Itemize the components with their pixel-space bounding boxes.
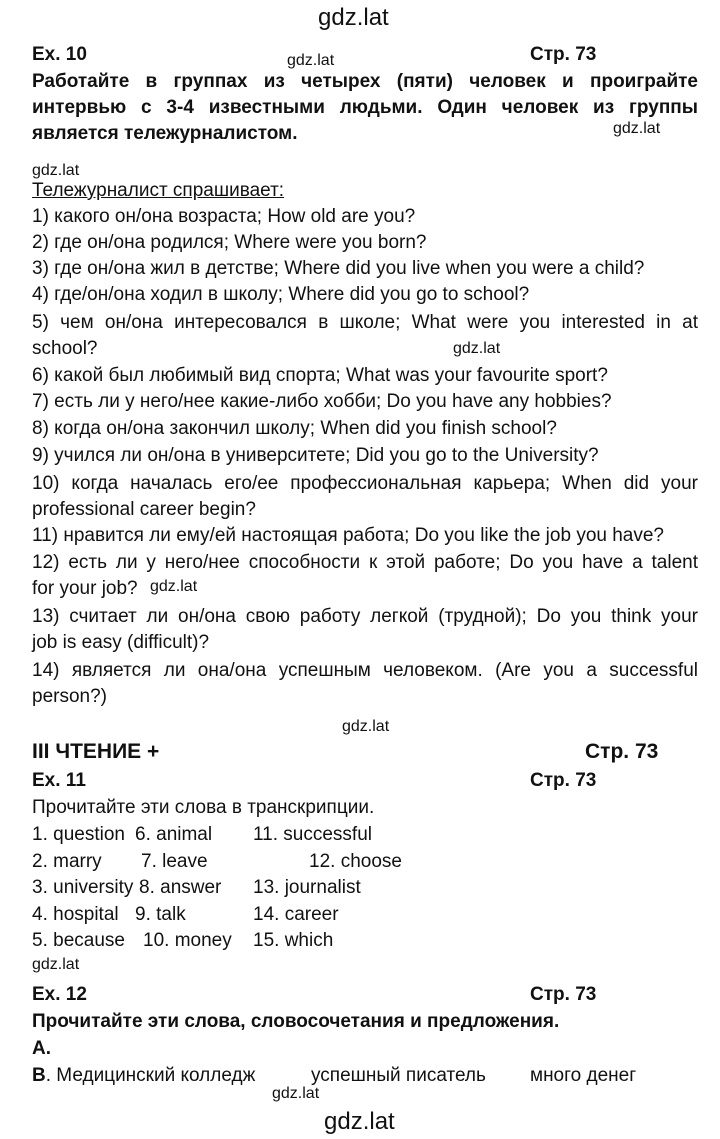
word-item: 2. marry xyxy=(32,850,102,872)
question-item: 3) где он/она жил в детстве; Where did you live when you were a child? xyxy=(32,258,645,279)
exercise-task: Прочитайте эти слова, словосочетания и предложения. xyxy=(32,1011,560,1032)
question-line: 12) есть ли у него/нее способности к этой работе; Do you have a talent xyxy=(32,552,698,573)
question-item: 4) где/он/она ходил в школу; Where did you go to school? xyxy=(32,284,530,305)
word-item: 7. leave xyxy=(141,850,208,872)
question-line: for your job? xyxy=(32,578,138,599)
word-item: 15. which xyxy=(253,930,334,951)
question-item: 1) какого он/она возраста; How old are you? xyxy=(32,206,416,227)
question-item xyxy=(32,471,698,523)
word-item: 14. career xyxy=(253,903,339,925)
watermark: gdz.lat xyxy=(150,578,198,595)
page-number: Стр. 73 xyxy=(530,770,597,791)
question-item: 6) какой был любимый вид спорта; What was your favourite sport? xyxy=(32,365,608,386)
question-item xyxy=(32,604,698,656)
word-item: 13. journalist xyxy=(253,877,361,898)
watermark-bottom: gdz.lat xyxy=(324,1108,395,1135)
part-a-label: А. xyxy=(32,1038,51,1059)
task-line: интервью с 3-4 известными людьми. Один человек из группы xyxy=(32,97,698,118)
word-item: 3. university xyxy=(32,877,134,898)
watermark-top: gdz.lat xyxy=(318,4,389,31)
watermark: gdz.lat xyxy=(453,340,501,357)
task-line: Работайте в группах из четырех (пяти) человек и проиграйте xyxy=(32,71,698,92)
watermark: gdz.lat xyxy=(32,956,80,973)
question-item: 9) учился ли он/она в университете; Did you go to the University? xyxy=(32,445,599,466)
questions-intro: Тележурналист спрашивает: xyxy=(32,180,285,201)
task-line: является тележурналистом. xyxy=(32,123,298,144)
question-line: school? xyxy=(32,338,98,359)
question-line: professional career begin? xyxy=(32,499,256,520)
exercise-task xyxy=(32,69,698,147)
word-item: 5. because xyxy=(32,930,125,951)
watermark: gdz.lat xyxy=(287,52,335,69)
section-title: III ЧТЕНИЕ + xyxy=(32,740,160,763)
question-item: 2) где он/она родился; Where were you born? xyxy=(32,232,427,253)
question-item: 8) когда он/она закончил школу; When did you finish school? xyxy=(32,418,557,439)
watermark: gdz.lat xyxy=(342,718,390,735)
question-line: 13) считает ли он/она свою работу легкой (трудной); Do you think your xyxy=(32,606,698,627)
page-number: Стр. 73 xyxy=(585,740,659,763)
exercise-label: Ex. 11 xyxy=(32,770,86,791)
part-b-label: В xyxy=(32,1065,46,1086)
question-item: 11) нравится ли ему/ей настоящая работа; Do you like the job you have? xyxy=(32,525,665,546)
phrase-item: . Медицинский колледж xyxy=(45,1065,256,1086)
word-item: 1. question xyxy=(32,824,125,845)
phrase-item: успешный писатель xyxy=(311,1065,486,1086)
page-number: Стр. 73 xyxy=(530,984,597,1005)
question-line: 14) является ли она/она успешным человеком. (Are you a successful xyxy=(32,660,698,681)
watermark: gdz.lat xyxy=(32,162,80,179)
exercise-label: Ex. 10 xyxy=(32,44,87,65)
watermark: gdz.lat xyxy=(272,1085,320,1102)
question-item: 7) есть ли у него/нее какие-либо хобби; Do you have any hobbies? xyxy=(32,391,612,412)
question-item xyxy=(32,658,698,710)
word-item: 8. answer xyxy=(139,877,222,898)
word-item: 11. successful xyxy=(253,824,372,845)
phrase-item: много денег xyxy=(530,1065,637,1086)
word-item: 10. money xyxy=(143,930,232,951)
question-line: person?) xyxy=(32,686,107,707)
word-item: 6. animal xyxy=(135,824,213,845)
question-line: 5) чем он/она интересовался в школе; What were you interested in at xyxy=(32,312,698,333)
word-item: 9. talk xyxy=(135,903,186,925)
part-b-row xyxy=(32,1064,255,1088)
word-item: 12. choose xyxy=(309,850,402,872)
exercise-label: Ex. 12 xyxy=(32,984,87,1005)
question-line: 10) когда началась его/ее профессиональная карьера; When did your xyxy=(32,473,698,494)
question-item xyxy=(32,550,698,602)
word-item: 4. hospital xyxy=(32,903,119,925)
exercise-task: Прочитайте эти слова в транскрипции. xyxy=(32,797,375,818)
question-line: job is easy (difficult)? xyxy=(32,632,210,653)
page-number: Стр. 73 xyxy=(530,44,597,65)
question-item xyxy=(32,310,698,362)
watermark: gdz.lat xyxy=(613,120,661,137)
word-list xyxy=(32,822,692,957)
